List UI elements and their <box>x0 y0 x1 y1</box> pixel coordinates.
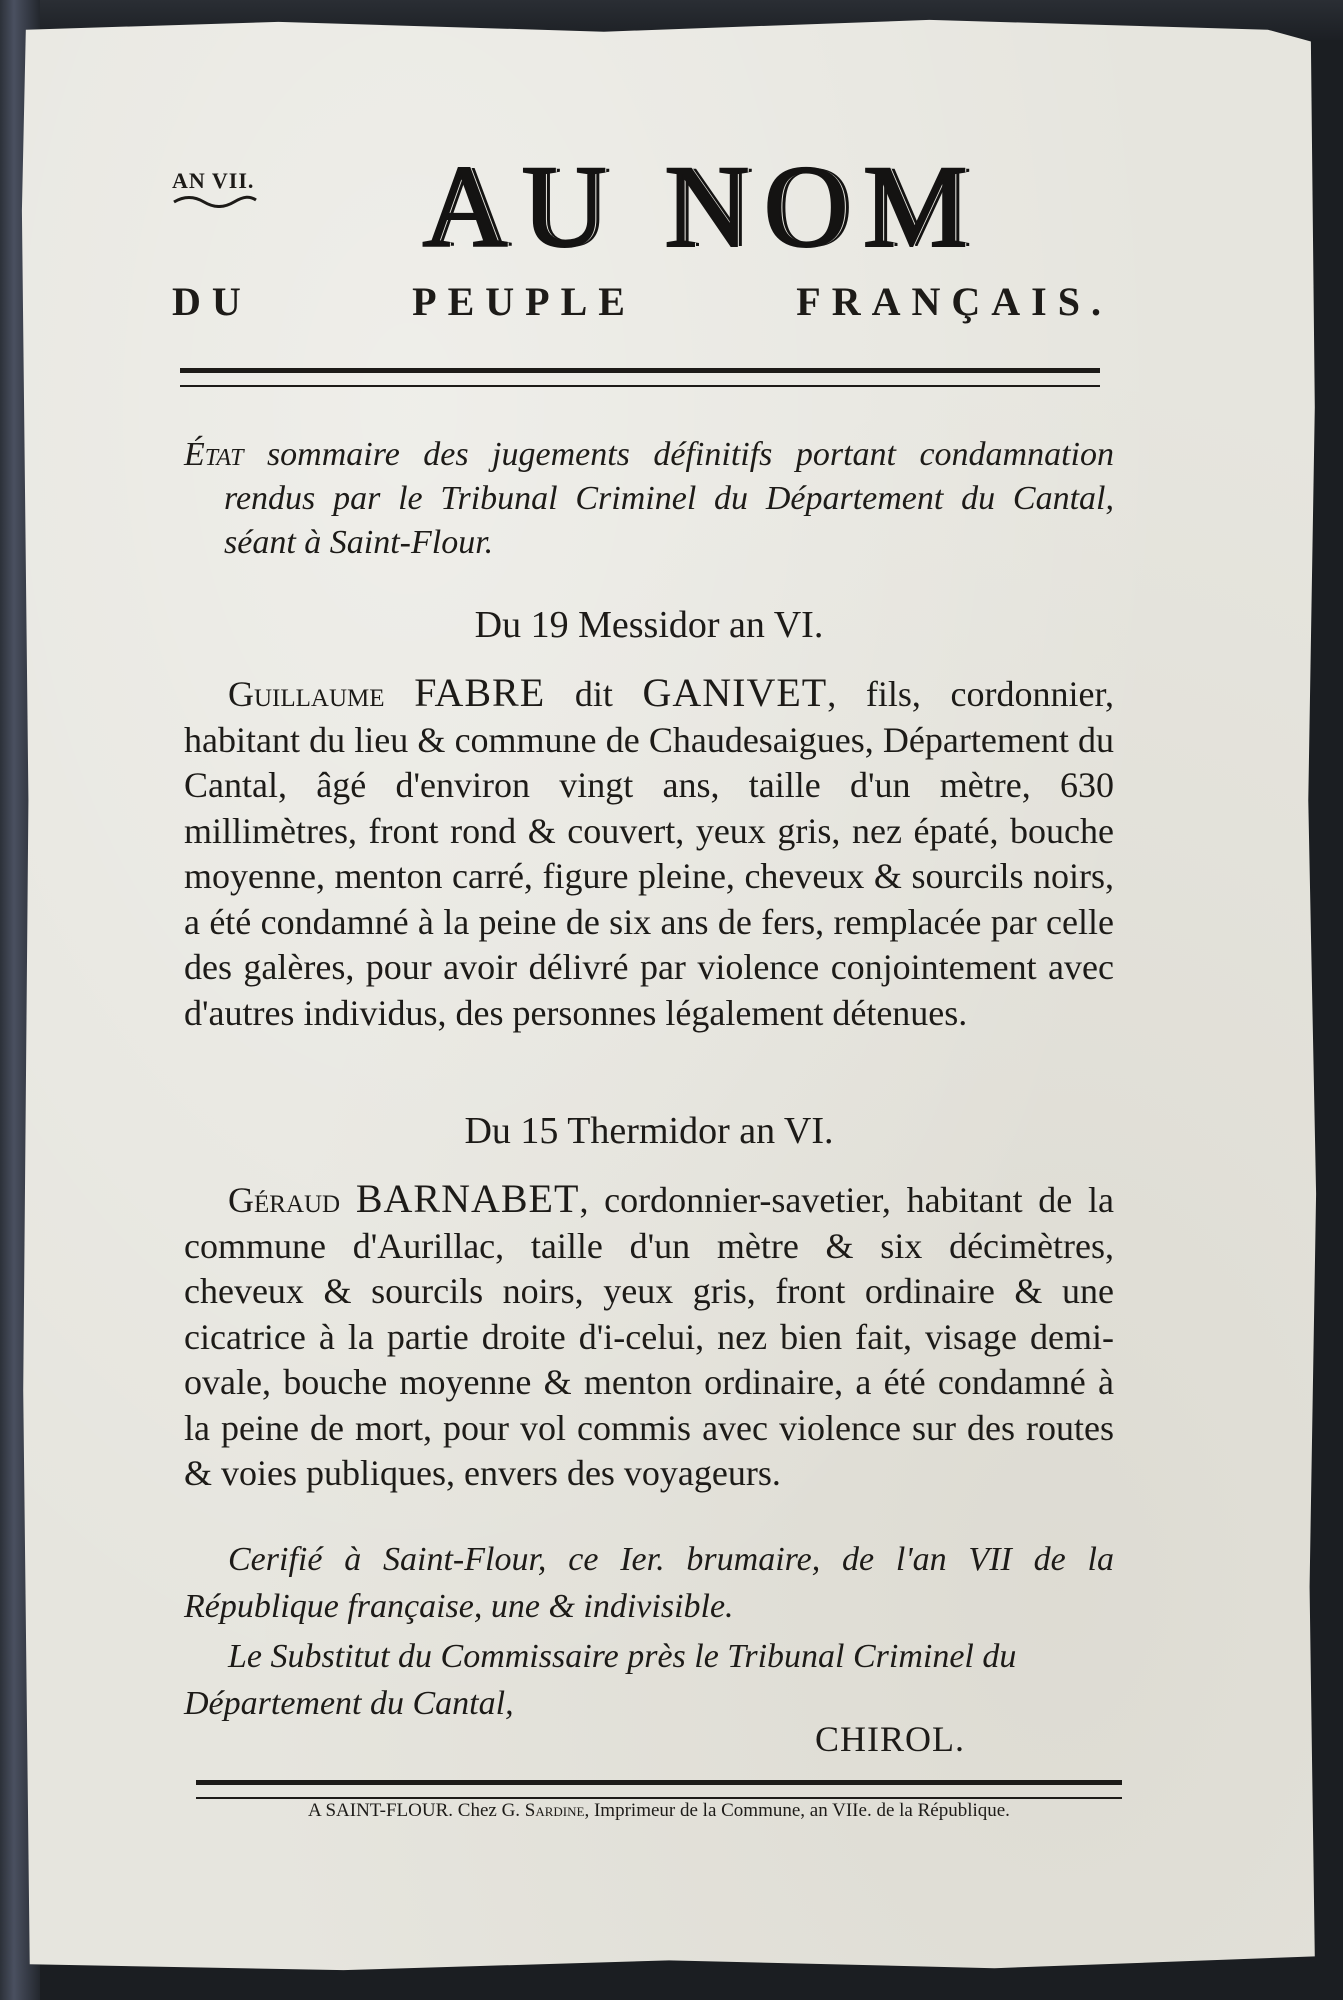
certification-text <box>184 1536 1114 1630</box>
signatory-name: CHIROL. <box>815 1719 965 1759</box>
defendant-alias: GANIVET <box>642 670 828 715</box>
signatory-title: Le Substitut du Commissaire près le Tribunal Criminel du Département du Cantal, <box>184 1638 1017 1722</box>
subtitle-word: DU <box>172 279 252 324</box>
imprint-printer: Sardine <box>524 1800 585 1821</box>
summary-lead: État <box>184 436 244 473</box>
header-divider <box>180 368 1100 387</box>
judgment-entry <box>184 670 1114 1036</box>
judgment-text: , fils, cordonnier, habitant du lieu & commune de Chaudesaigues, Département du Cantal, âgé d'environ vingt ans, taille d'un mètre, 630 millimètres, front rond & couvert, yeux gris, nez épaté, bouche moyenne, menton carré, figure pleine, cheveux & sourcils noirs, a été condamné à la peine de six ans de fers, remplacée par celle des galères, pour avoir délivré par violence conjointement avec d'autres individus, des personnes légalement détenues. <box>184 674 1115 1033</box>
certification-line: Cerifié à Saint-Flour, ce Ier. brumaire, de l'an VII de la République française, une & indivisible. <box>184 1541 1114 1625</box>
page-title: AU NOM <box>422 141 982 272</box>
imprint-details: , Imprimeur de la Commune, an VIIe. de la République. <box>584 1800 1010 1821</box>
imprint-location: A SAINT-FLOUR. Chez G. <box>308 1800 521 1821</box>
subtitle-word: PEUPLE <box>412 279 636 324</box>
flourish-ornament <box>172 194 258 208</box>
year-tag: AN VII. <box>172 168 255 193</box>
summary-paragraph <box>184 433 1114 565</box>
defendant-surname: BARNABET <box>355 1176 580 1221</box>
defendant-given-name: Géraud <box>228 1180 341 1220</box>
defendant-surname: FABRE <box>414 670 546 715</box>
subtitle-word: FRANÇAIS. <box>796 279 1112 324</box>
judgment-entry <box>184 1176 1114 1497</box>
defendant-given-name: Guillaume <box>228 674 385 714</box>
printer-imprint <box>196 1800 1122 1822</box>
judgment-text: , cordonnier-savetier, habitant de la commune d'Aurillac, taille d'un mètre & six décimètres, cheveux & sourcils noirs, yeux gris, front ordinaire & une cicatrice à la partie droite d'i-celui, nez bien fait, visage demi-ovale, bouche moyenne & menton ordinaire, a été condamné à la peine de mort, pour vol commis avec violence sur des routes & voies publiques, envers des voyageurs. <box>184 1180 1115 1493</box>
defendant-middle: dit <box>574 674 613 714</box>
judgment-date: Du 15 Thermidor an VI. <box>464 1110 834 1152</box>
summary-text: sommaire des jugements définitifs portant condamnation rendus par le Tribunal Criminel du Département du Cantal, séant à Saint-Flour. <box>224 436 1114 561</box>
signature-block <box>184 1633 1114 1727</box>
footer-divider <box>196 1780 1122 1799</box>
judgment-date: Du 19 Messidor an VI. <box>474 604 824 646</box>
page-subtitle <box>172 278 1112 325</box>
